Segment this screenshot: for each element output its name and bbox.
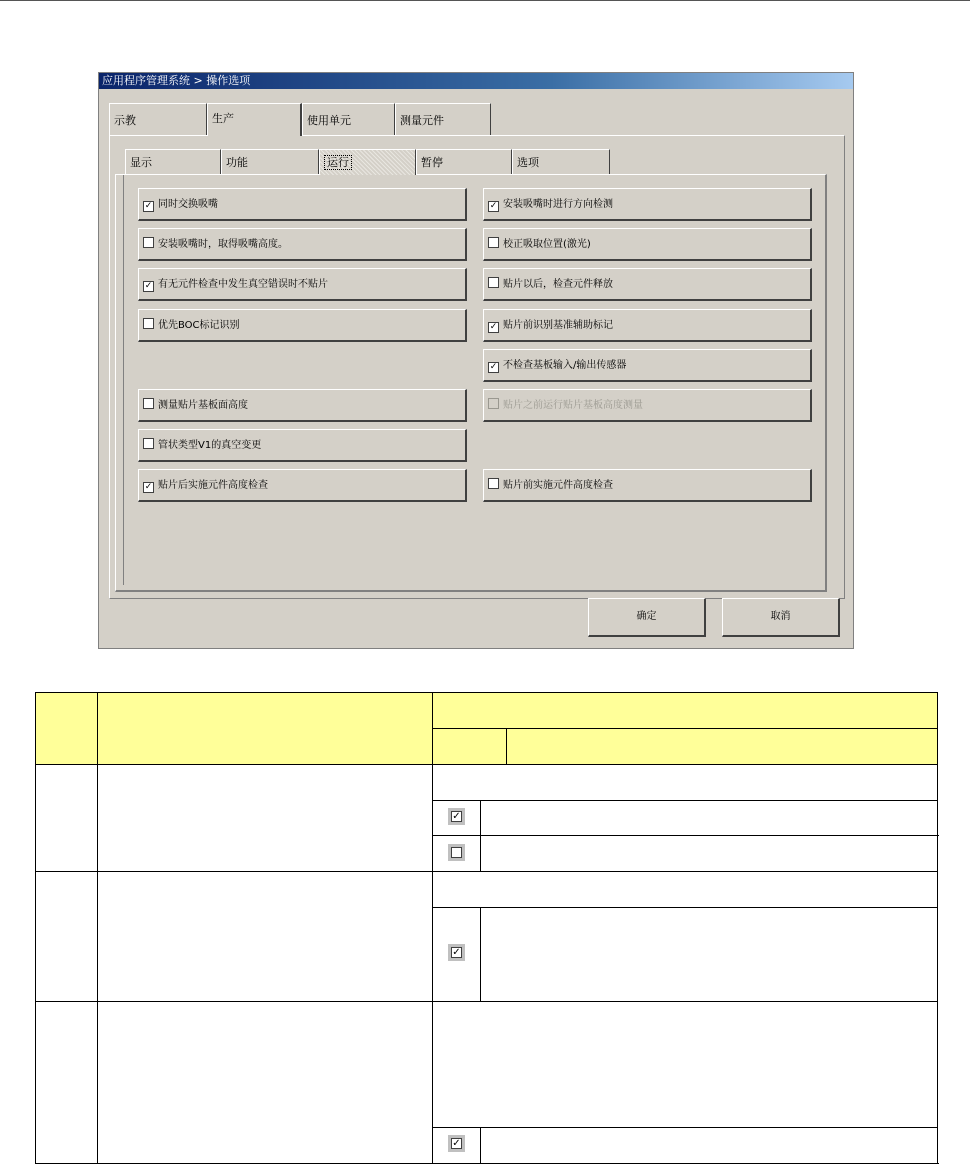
option-measure-board-height[interactable] <box>138 389 467 422</box>
row-2-checked-cell <box>433 908 481 1001</box>
option-post-mount-height-check[interactable] <box>138 469 467 502</box>
option-pre-mount-board-height-measure <box>483 389 812 422</box>
option-check-component-release[interactable] <box>483 268 812 301</box>
tab-label: 暂停 <box>421 156 443 169</box>
row-2-checked-text <box>481 908 938 1001</box>
tab-label: 生产 <box>212 112 234 125</box>
tab-label: 示教 <box>114 114 136 127</box>
row-1-unchecked-cell <box>433 836 481 872</box>
checked-checkbox-icon <box>448 1135 465 1152</box>
header-item <box>98 693 433 765</box>
checkbox[interactable] <box>488 237 499 248</box>
option-label: 安装吸嘴时，取得吸嘴高度。 <box>158 239 288 250</box>
row-2-description <box>433 872 938 908</box>
tab-production[interactable] <box>207 103 302 136</box>
checked-checkbox-icon <box>448 944 465 961</box>
tab-label: 运行 <box>324 155 352 170</box>
panel-divider <box>123 175 124 585</box>
option-skip-board-io-sensor[interactable] <box>483 349 812 382</box>
option-label: 校正吸取位置(激光) <box>503 239 591 250</box>
row-1-number <box>36 765 98 872</box>
tab-options[interactable] <box>512 149 610 175</box>
checkbox[interactable] <box>143 482 154 493</box>
option-label: 贴片前识别基准辅助标记 <box>503 320 613 331</box>
row-3-number <box>36 1001 98 1163</box>
option-label: 管状类型V1的真空变更 <box>158 440 262 451</box>
checkbox[interactable] <box>143 281 154 292</box>
tab-measure-component[interactable] <box>395 103 491 135</box>
unchecked-checkbox-icon <box>448 844 465 861</box>
operation-options-dialog <box>98 72 854 649</box>
row-1-description <box>433 765 938 801</box>
checkbox[interactable] <box>143 201 154 212</box>
option-label: 安装吸嘴时进行方向检测 <box>503 199 613 210</box>
tab-label: 选项 <box>517 156 539 169</box>
option-get-nozzle-height[interactable] <box>138 228 467 261</box>
option-label: 贴片后实施元件高度检查 <box>158 480 268 491</box>
cancel-button[interactable]: 取消 <box>722 598 840 637</box>
row-1-checked-text <box>481 801 938 836</box>
tab-label: 功能 <box>226 156 248 169</box>
row-3-checked-cell <box>433 1127 481 1163</box>
option-tube-v1-vacuum-change[interactable] <box>138 429 467 462</box>
header-no <box>36 693 98 765</box>
option-label: 贴片前实施元件高度检查 <box>503 480 613 491</box>
tab-display[interactable] <box>125 149 221 175</box>
option-nozzle-direction-check[interactable] <box>483 188 812 221</box>
row-3-checked-text <box>481 1127 938 1163</box>
tab-function[interactable] <box>221 149 319 175</box>
row-3-item <box>98 1001 433 1163</box>
checkbox[interactable] <box>488 322 499 333</box>
checkbox[interactable] <box>143 398 154 409</box>
row-1-checked-cell <box>433 801 481 836</box>
checkbox[interactable] <box>488 362 499 373</box>
tab-label: 使用单元 <box>307 114 351 127</box>
option-label: 同时交换吸嘴 <box>158 199 218 210</box>
option-label: 贴片之前运行贴片基板高度测量 <box>503 400 643 411</box>
row-2-item <box>98 872 433 1001</box>
header-setting <box>433 729 507 765</box>
option-swap-nozzles-simultaneously[interactable] <box>138 188 467 221</box>
option-label: 优先BOC标记识别 <box>158 320 240 331</box>
option-no-mount-on-vacuum-error[interactable] <box>138 268 467 301</box>
row-1-unchecked-text <box>481 836 938 872</box>
option-label: 测量贴片基板面高度 <box>158 400 248 411</box>
checkbox[interactable] <box>488 478 499 489</box>
option-recognize-fiducial-aux-mark[interactable] <box>483 309 812 342</box>
checkbox <box>488 398 499 409</box>
settings-table <box>35 692 938 1164</box>
option-correct-pickup-laser[interactable] <box>483 228 812 261</box>
checkbox[interactable] <box>143 318 154 329</box>
row-1-item <box>98 765 433 872</box>
tab-pause[interactable] <box>416 149 512 175</box>
option-pre-mount-height-check[interactable] <box>483 469 812 502</box>
page-top-rule <box>0 0 970 1</box>
option-label: 贴片以后，检查元件释放 <box>503 279 613 290</box>
tab-label: 测量元件 <box>400 114 444 127</box>
tab-run[interactable] <box>319 149 416 175</box>
tab-label: 显示 <box>130 156 152 169</box>
option-prefer-boc-mark[interactable] <box>138 309 467 342</box>
tab-teaching[interactable] <box>109 103 207 135</box>
tab-units-used[interactable] <box>302 103 395 135</box>
checkbox[interactable] <box>488 201 499 212</box>
checked-checkbox-icon <box>448 808 465 825</box>
header-description <box>433 693 938 729</box>
checkbox[interactable] <box>143 438 154 449</box>
row-2-number <box>36 872 98 1001</box>
checkbox[interactable] <box>143 237 154 248</box>
row-3-description <box>433 1001 938 1127</box>
header-content <box>507 729 938 765</box>
option-label: 不检查基板输入/输出传感器 <box>503 360 627 371</box>
ok-button[interactable]: 确定 <box>588 598 706 637</box>
option-label: 有无元件检查中发生真空错误时不贴片 <box>158 279 328 290</box>
window-title: 应用程序管理系统 > 操作选项 <box>99 73 853 89</box>
checkbox[interactable] <box>488 277 499 288</box>
